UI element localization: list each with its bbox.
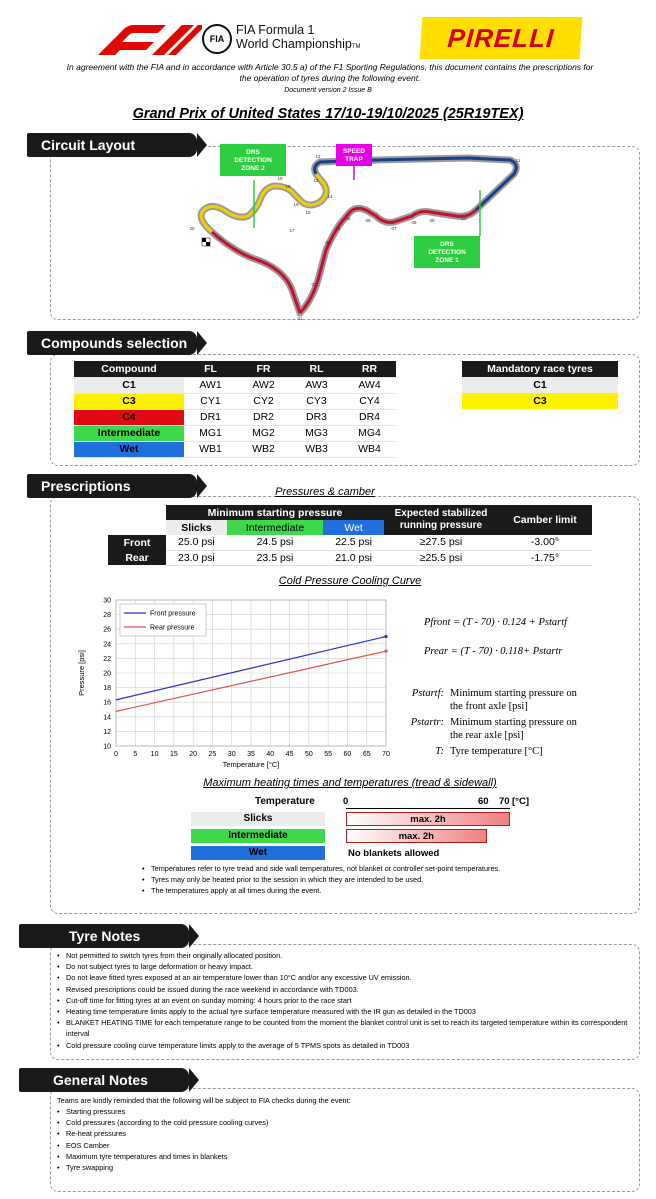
turn-number: 08 xyxy=(411,220,417,225)
heating-bar-slicks: max. 2h xyxy=(346,812,510,826)
legend-text: the rear axle [psi] xyxy=(450,730,524,741)
tyre-code: CY1 xyxy=(184,393,237,409)
tyre-note: • Not permitted to switch tyres from their originally allocated position. xyxy=(57,950,635,961)
column-header: RL xyxy=(290,361,343,377)
x-tick-label: 25 xyxy=(208,751,217,758)
drs-zone-2-label: DETECTION xyxy=(234,157,272,164)
turn-number: 17 xyxy=(289,228,295,233)
camber-value: -3.00° xyxy=(498,535,592,550)
legend-text: Tyre temperature [°C] xyxy=(450,746,543,757)
camber-value: -1.75° xyxy=(498,550,592,565)
column-header: FR xyxy=(237,361,290,377)
formula-rear: Prear = (T - 70) · 0.118+ Pstartr xyxy=(424,646,563,657)
pirelli-logo: PIRELLI xyxy=(420,17,583,59)
tyre-code: DR2 xyxy=(237,409,290,425)
turn-number: 13 xyxy=(313,178,319,183)
agreement-text: In agreement with the FIA and in accordance with Article 30.5 a) of the F1 Sporting Regulations, this document contains the prescriptions for the operation of tyres during the following event. xyxy=(66,62,594,83)
compound-row-c3 xyxy=(74,393,396,409)
compound-name: C1 xyxy=(74,377,184,393)
compounds-header-row xyxy=(74,361,396,377)
tyre-note: • Cold pressure cooling curve temperature limits apply to the average of 5 TPMS spots as detailed in TD003 xyxy=(57,1040,635,1051)
x-tick-label: 20 xyxy=(189,751,198,758)
pressure-value: 25.0 psi xyxy=(166,535,227,550)
fia-logo: FIA xyxy=(202,24,232,54)
column-header: RR xyxy=(343,361,396,377)
y-tick-label: 16 xyxy=(103,699,111,707)
general-notes-list xyxy=(57,1106,617,1173)
legend-label: Rear pressure xyxy=(150,624,195,632)
tyre-code: MG2 xyxy=(237,425,290,441)
turn-number: 06 xyxy=(365,218,371,223)
x-tick-label: 5 xyxy=(133,751,138,758)
y-tick-label: 26 xyxy=(103,626,111,634)
pressures-table xyxy=(108,505,592,566)
circuit-section-tab: Circuit Layout xyxy=(27,133,197,157)
legend-symbol: Pstartf: xyxy=(411,688,444,699)
turn-number: 12 xyxy=(315,154,321,159)
heating-scale-unit: [°C] xyxy=(512,796,529,807)
general-note: • Cold pressures (according to the cold pressure cooling curves) xyxy=(57,1117,617,1128)
y-tick-label: 20 xyxy=(103,670,111,678)
tyre-code: AW3 xyxy=(290,377,343,393)
y-tick-label: 30 xyxy=(103,597,111,605)
start-finish-check xyxy=(206,242,210,246)
compound-name: C3 xyxy=(74,393,184,409)
compound-name: Wet xyxy=(74,441,184,457)
x-tick-label: 15 xyxy=(169,751,178,758)
legend-text: the front axle [psi] xyxy=(450,701,528,712)
heating-note: • Tyres may only be heated prior to the session in which they are intended to be used. xyxy=(142,874,562,885)
tyre-code: DR3 xyxy=(290,409,343,425)
start-finish-check xyxy=(202,238,206,242)
tyre-note: • Heating time temperature limits apply to the actual tyre surface temperature measured with the IR gun as detailed in the TD003 xyxy=(57,1006,635,1017)
general-note: • Tyre swapping xyxy=(57,1162,617,1173)
turn-number: 16 xyxy=(293,202,299,207)
compounds-table xyxy=(74,361,396,458)
drs-zone-1-label: ZONE 1 xyxy=(435,257,459,264)
speed-trap-label: SPEED xyxy=(342,148,366,155)
intermediate-header: Intermediate xyxy=(227,520,323,535)
x-tick-label: 65 xyxy=(362,751,371,758)
drs-zone-1-label: DETECTION xyxy=(428,249,466,256)
compound-row-intermediate xyxy=(74,425,396,441)
formula-front: Pfront = (T - 70) · 0.124 + Pstartf xyxy=(424,617,568,628)
tyre-note: • Do not subject tyres to large deformation or heavy impact. xyxy=(57,961,635,972)
general-note: • Re-heat pressures xyxy=(57,1128,617,1139)
mandatory-header: Mandatory race tyres xyxy=(487,363,593,375)
tyre-code: DR1 xyxy=(184,409,237,425)
compound-row-c4 xyxy=(74,409,396,425)
tyre-code: CY3 xyxy=(290,393,343,409)
x-tick-label: 50 xyxy=(304,751,313,758)
heating-note: • The temperatures apply at all times during the event. xyxy=(142,885,562,896)
speed-trap-label: TRAP xyxy=(345,156,363,163)
tyre-code: AW1 xyxy=(184,377,237,393)
turn-number: 20 xyxy=(189,226,195,231)
formula-legend xyxy=(408,687,618,758)
general-note: • Starting pressures xyxy=(57,1106,617,1117)
tyre-code: WB2 xyxy=(237,441,290,457)
heating-scale-60: 60 xyxy=(478,796,489,807)
x-tick-label: 35 xyxy=(247,751,255,758)
drs-zone-2-label: ZONE 2 xyxy=(241,165,265,172)
drs-zone-1-label: DRS xyxy=(440,241,454,248)
compound-row-c1 xyxy=(74,377,396,393)
tyre-note: • Revised prescriptions could be issued during the race weekend in accordance with TD003. xyxy=(57,984,635,995)
heating-row-wet-label: Wet xyxy=(191,846,325,860)
tyre-code: MG1 xyxy=(184,425,237,441)
tyre-code: WB4 xyxy=(343,441,396,457)
pressure-value: 23.5 psi xyxy=(227,550,323,565)
heating-row-slicks-label: Slicks xyxy=(191,812,325,826)
turn-number: 04 xyxy=(335,226,341,231)
slicks-header: Slicks xyxy=(166,520,227,535)
heating-scale-70: 70 xyxy=(499,796,510,807)
camber-header: Camber limit xyxy=(498,505,592,535)
general-notes-section-tab: General Notes xyxy=(19,1068,189,1092)
tyre-code: MG3 xyxy=(290,425,343,441)
x-tick-label: 45 xyxy=(285,751,294,758)
heating-note: • Temperatures refer to tyre tread and side wall temperatures, not blanket or controller set-point temperatures. xyxy=(142,863,562,874)
event-title: Grand Prix of United States 17/10-19/10/2025 (25R19TEX) xyxy=(132,106,524,122)
axle-label: Front xyxy=(108,535,166,550)
tyre-code: WB1 xyxy=(184,441,237,457)
tyre-note: • Do not leave fitted tyres exposed at an air temperature lower than 10°C and/or any excessive UV emission. xyxy=(57,972,635,983)
tyre-code: MG4 xyxy=(343,425,396,441)
mandatory-tyres-table xyxy=(462,361,618,409)
x-tick-label: 30 xyxy=(227,751,236,758)
heating-row-intermediate-label: Intermediate xyxy=(191,829,325,843)
y-tick-label: 12 xyxy=(103,728,111,736)
x-tick-label: 0 xyxy=(114,751,118,758)
turn-number: 01 xyxy=(297,316,303,320)
axle-label: Rear xyxy=(108,550,166,565)
y-tick-label: 22 xyxy=(103,655,111,663)
y-tick-label: 24 xyxy=(103,641,111,649)
compound-name: Intermediate xyxy=(74,425,184,441)
pressure-value: 22.5 psi xyxy=(323,535,384,550)
drs-zone-2-label: DRS xyxy=(246,149,260,156)
blank-cell xyxy=(108,505,166,520)
x-tick-label: 40 xyxy=(266,751,275,758)
y-tick-label: 28 xyxy=(103,612,111,620)
heating-notes-list xyxy=(142,863,562,897)
x-tick-label: 10 xyxy=(150,751,159,758)
cooling-curve-chart xyxy=(74,592,404,774)
heating-axis-line xyxy=(346,808,510,809)
document-version: Document version 2 Issue B xyxy=(284,87,372,94)
y-tick-label: 10 xyxy=(103,743,111,751)
general-note: • Maximum tyre temperatures and times in blankets xyxy=(57,1151,617,1162)
tyre-code: CY4 xyxy=(343,393,396,409)
turn-number: 14 xyxy=(327,194,333,199)
general-note: • EOS Camber xyxy=(57,1140,617,1151)
blank-cell xyxy=(108,520,166,535)
circuit-map xyxy=(180,140,540,320)
tyre-code: AW2 xyxy=(237,377,290,393)
x-tick-label: 60 xyxy=(343,751,352,758)
turn-number: 09 xyxy=(429,218,435,223)
compound-row-wet xyxy=(74,441,396,457)
f1-logo xyxy=(94,23,204,57)
x-tick-label: 70 xyxy=(382,751,390,758)
tyre-note: • BLANKET HEATING TIME for each temperature range to be counted from the moment the blanket control unit is set to reach its targeted temperature within its correspondent interval xyxy=(57,1017,635,1039)
column-header: FL xyxy=(184,361,237,377)
min-start-header: Minimum starting pressure xyxy=(166,505,384,520)
turn-number: 07 xyxy=(391,226,397,231)
turn-number: 15 xyxy=(305,210,311,215)
legend-text: Minimum starting pressure on xyxy=(450,717,577,728)
expected-value: ≥27.5 psi xyxy=(384,535,498,550)
tyre-code: WB3 xyxy=(290,441,343,457)
heating-bar-intermediate: max. 2h xyxy=(346,829,487,843)
expected-value: ≥25.5 psi xyxy=(384,550,498,565)
turn-number: 18 xyxy=(285,184,291,189)
legend-text: Minimum starting pressure on xyxy=(450,688,577,699)
tyre-note: • Cut-off time for fitting tyres at an event on sunday morning: 4 hours prior to the race start xyxy=(57,995,635,1006)
pressure-value: 21.0 psi xyxy=(323,550,384,565)
turn-number: 11 xyxy=(515,158,521,163)
tyre-code: AW4 xyxy=(343,377,396,393)
tyre-code: CY2 xyxy=(237,393,290,409)
fia-championship-title: FIA Formula 1 World ChampionshipTM xyxy=(236,23,361,51)
compound-name: C4 xyxy=(74,409,184,425)
x-tick-label: 55 xyxy=(324,751,333,758)
turn-number: 19 xyxy=(277,176,283,181)
y-tick-label: 18 xyxy=(103,685,111,693)
compounds-section-tab: Compounds selection xyxy=(27,331,197,355)
heating-scale-0: 0 xyxy=(343,796,349,807)
x-axis-label: Temperature [°C] xyxy=(222,760,280,769)
pressures-subtitle: Pressures & camber xyxy=(275,486,375,498)
turn-number: 03 xyxy=(325,240,331,245)
tyre-code: DR4 xyxy=(343,409,396,425)
y-tick-label: 14 xyxy=(103,714,111,722)
heating-temperature-label: Temperature xyxy=(255,796,315,807)
column-header: Compound xyxy=(74,361,184,377)
pressure-value: 24.5 psi xyxy=(227,535,323,550)
series-end-point xyxy=(384,650,387,653)
mandatory-compound: C1 xyxy=(462,377,618,393)
series-end-point xyxy=(384,635,387,638)
track-outline xyxy=(201,158,516,313)
heating-title: Maximum heating times and temperatures (tread & sidewall) xyxy=(203,777,497,789)
wet-header: Wet xyxy=(323,520,384,535)
sector-3-line xyxy=(212,232,300,313)
no-blankets-text: No blankets allowed xyxy=(348,848,440,859)
tyre-notes-list xyxy=(57,950,635,1051)
mandatory-compound: C3 xyxy=(462,393,618,409)
rear-row xyxy=(108,550,592,565)
pressure-value: 23.0 psi xyxy=(166,550,227,565)
legend-symbol: T: xyxy=(435,746,444,757)
general-notes-intro: Teams are kindly reminded that the following will be subject to FIA checks during the event: xyxy=(57,1096,351,1105)
cooling-curve-title: Cold Pressure Cooling Curve xyxy=(278,575,422,587)
turn-number: 02 xyxy=(311,282,317,287)
prescriptions-section-tab: Prescriptions xyxy=(27,474,197,498)
legend-label: Front pressure xyxy=(150,610,196,618)
turn-number: 10 xyxy=(461,216,467,221)
y-axis-label: Pressure [psi] xyxy=(77,650,86,696)
tyre-notes-section-tab: Tyre Notes xyxy=(19,924,189,948)
legend-symbol: Pstartr: xyxy=(410,717,444,728)
expected-header: Expected stabilized running pressure xyxy=(384,505,498,535)
turn-number: 05 xyxy=(345,216,351,221)
front-row xyxy=(108,535,592,550)
